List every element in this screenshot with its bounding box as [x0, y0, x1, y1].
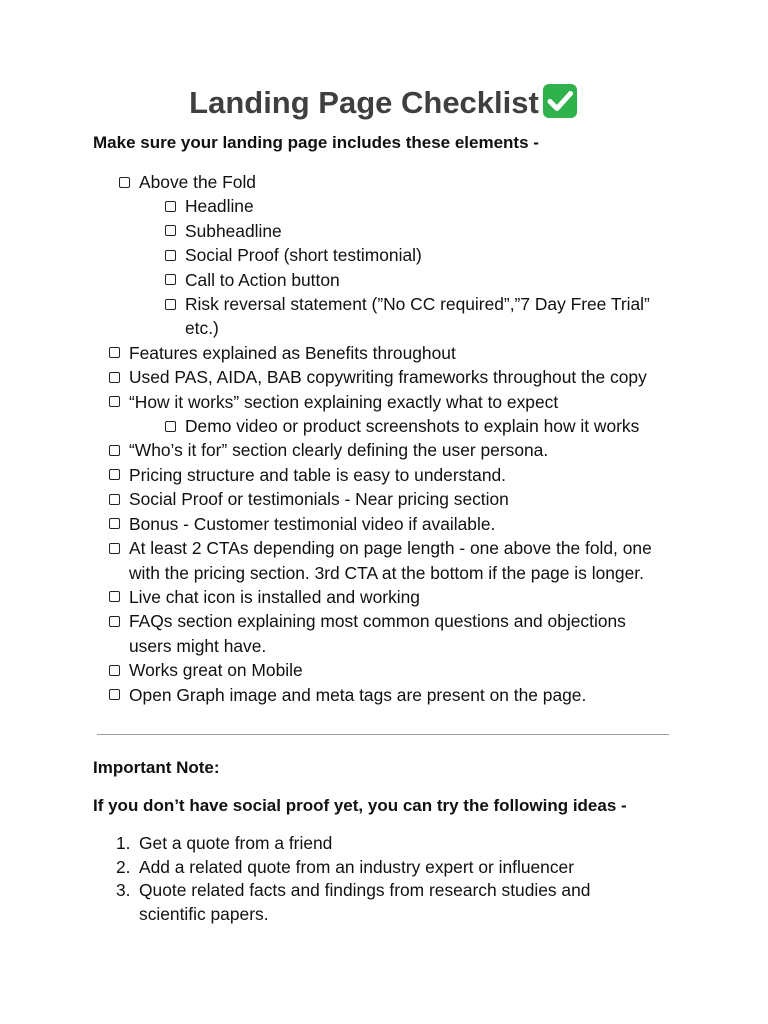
checkbox[interactable]: [109, 616, 120, 627]
checklist-item-text: Subheadline: [185, 220, 282, 241]
checklist-item-text: Features explained as Benefits throughout: [129, 342, 456, 363]
checklist-item-text: etc.): [185, 318, 219, 339]
title-row: [0, 84, 768, 122]
checkbox[interactable]: [109, 665, 120, 676]
checklist-item: [0, 609, 768, 658]
checkbox[interactable]: [109, 543, 120, 554]
divider: [97, 734, 669, 735]
checkbox[interactable]: [109, 591, 120, 602]
checklist-item-text: Used PAS, AIDA, BAB copywriting frameworks throughout the copy: [129, 367, 647, 388]
list-item-text: Quote related facts and findings from research studies and: [139, 880, 591, 901]
checklist-item: [0, 683, 768, 707]
checkbox[interactable]: [109, 469, 120, 480]
checkbox[interactable]: [165, 225, 176, 236]
checklist-item-text: Open Graph image and meta tags are present on the page.: [129, 684, 587, 705]
checklist-item: [0, 658, 768, 682]
list-item: [0, 879, 768, 926]
checkbox[interactable]: [109, 396, 120, 407]
checklist-item-text: Social Proof (short testimonial): [185, 245, 422, 266]
checkbox[interactable]: [119, 177, 130, 188]
important-note-subheading: If you don’t have social proof yet, you can try the following ideas -: [93, 796, 627, 815]
checklist-item-text: Demo video or product screenshots to explain how it works: [185, 416, 640, 437]
list-item: [0, 832, 768, 856]
checklist-item-text: FAQs section explaining most common questions and objections: [129, 611, 626, 632]
checklist: [0, 170, 768, 707]
list-item-text: Add a related quote from an industry expert or influencer: [139, 856, 575, 877]
checklist-item: [0, 170, 768, 194]
list-number: 3.: [116, 880, 131, 901]
checklist-item-text: Social Proof or testimonials - Near pricing section: [129, 489, 509, 510]
checkbox[interactable]: [165, 274, 176, 285]
checkbox[interactable]: [165, 201, 176, 212]
checklist-item: [0, 414, 768, 438]
list-item-text: scientific papers.: [139, 903, 269, 924]
checkbox[interactable]: [165, 250, 176, 261]
page-title: Landing Page Checklist: [189, 85, 539, 120]
intro-text: Make sure your landing page includes these elements -: [93, 133, 539, 152]
checklist-item: [0, 536, 768, 585]
checklist-item-text: Live chat icon is installed and working: [129, 586, 420, 607]
checkbox[interactable]: [109, 445, 120, 456]
important-note-heading: Important Note:: [93, 758, 220, 777]
list-item-text: Get a quote from a friend: [139, 833, 333, 853]
checklist-item-text: Above the Fold: [139, 172, 256, 192]
checklist-item: [0, 194, 768, 218]
checklist-item: [0, 487, 768, 511]
checkbox[interactable]: [109, 372, 120, 383]
checklist-item-text: Pricing structure and table is easy to understand.: [129, 464, 507, 485]
checklist-item: [0, 438, 768, 462]
checklist-item-text: Works great on Mobile: [129, 660, 303, 681]
checklist-item-text: with the pricing section. 3rd CTA at the bottom if the page is longer.: [129, 562, 644, 583]
checklist-item-text: “Who’s it for” section clearly defining the user persona.: [129, 440, 549, 461]
checklist-item-text: “How it works” section explaining exactly what to expect: [129, 391, 559, 412]
checklist-item: [0, 512, 768, 536]
checkbox[interactable]: [109, 494, 120, 505]
list-number: 1.: [116, 833, 131, 853]
check-mark-button-icon: [541, 82, 579, 120]
checkbox[interactable]: [165, 299, 176, 310]
checklist-item-text: Risk reversal statement (”No CC required”,”7 Day Free Trial”: [185, 294, 650, 315]
checkbox[interactable]: [109, 689, 120, 700]
checklist-item-text: Headline: [185, 196, 254, 217]
checklist-item: [0, 219, 768, 243]
checklist-item: [0, 365, 768, 389]
social-proof-ideas-list: [0, 832, 768, 926]
checklist-item-text: Bonus - Customer testimonial video if available.: [129, 513, 496, 534]
list-item: [0, 856, 768, 880]
checklist-item: [0, 585, 768, 609]
checklist-item: [0, 341, 768, 365]
checklist-item: [0, 292, 768, 341]
checkbox[interactable]: [109, 347, 120, 358]
checklist-item: [0, 390, 768, 414]
checklist-item: [0, 243, 768, 267]
checklist-item-text: users might have.: [129, 635, 267, 656]
checklist-item-text: Call to Action button: [185, 269, 340, 290]
checkbox[interactable]: [109, 518, 120, 529]
checklist-item: [0, 268, 768, 292]
checklist-item-text: At least 2 CTAs depending on page length - one above the fold, one: [129, 538, 652, 559]
checklist-item: [0, 463, 768, 487]
checkbox[interactable]: [165, 421, 176, 432]
list-number: 2.: [116, 856, 131, 877]
